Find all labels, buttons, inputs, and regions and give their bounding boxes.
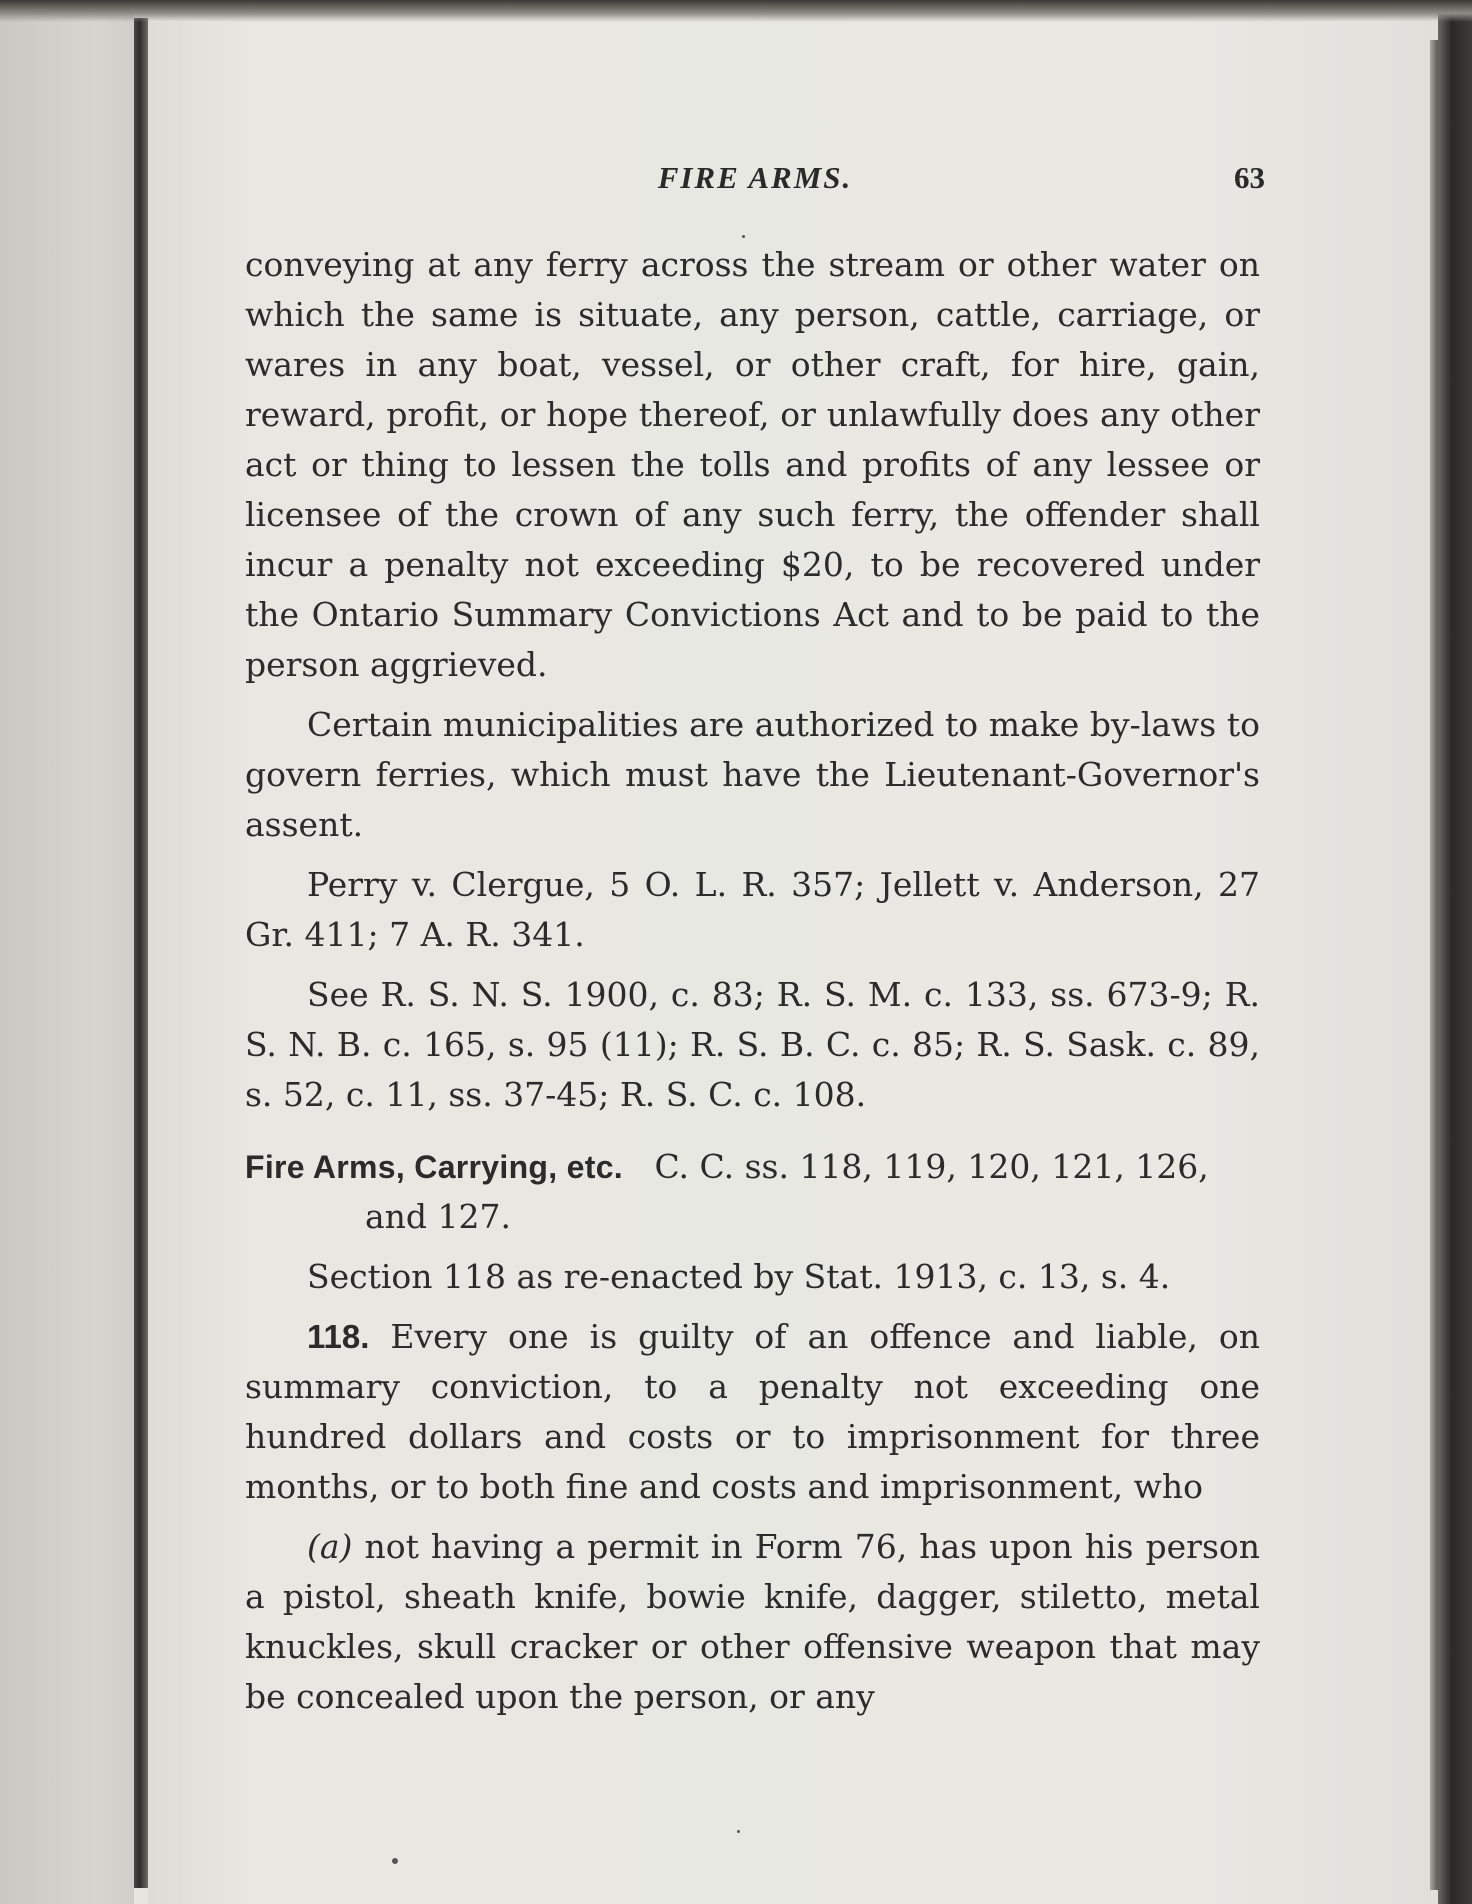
running-title: FIRE ARMS. [657, 160, 853, 195]
clause-label: (a) [307, 1527, 353, 1566]
entry-reference: C. C. ss. 118, 119, 120, 121, 126, and 127. [365, 1147, 1209, 1236]
entry-heading: Fire Arms, Carrying, etc. [245, 1149, 623, 1185]
clause-text: not having a permit in Form 76, has upon his person a pistol, sheath knife, bowie knife, dagger, stiletto, metal knuckles, skull cracker or other offensive weapon that may be concealed upon the person, or any [245, 1527, 1260, 1716]
page-header [245, 160, 1265, 206]
section-note: Section 118 as re-enacted by Stat. 1913, c. 13, s. 4. [307, 1257, 1171, 1296]
clause-a [245, 1522, 1260, 1722]
section-text: Every one is guilty of an offence and liable, on summary conviction, to a penalty not exceeding one hundred dollars and costs or to imprisonment for three months, or to both fine and costs and imprisonment, who [245, 1317, 1260, 1506]
paragraph-case-citations: Perry v. Clergue, 5 O. L. R. 357; Jellett v. Anderson, 27 Gr. 411; 7 A. R. 341. [245, 865, 1260, 954]
paragraph-continuation: conveying at any ferry across the stream or other water on which the same is situate, any person, cattle, carriage, or wares in any boat, vessel, or other craft, for hire, gain, reward, profit, or hope thereof, or unlawfully does any other act or thing to lessen the tolls and profits of any lessee or licensee of the crown of any such ferry, the offender shall incur a penalty not exceeding $20, to be recovered under the Ontario Summary Convictions Act and to be paid to the person aggrieved. [245, 245, 1260, 684]
paragraph-municipalities: Certain municipalities are authorized to make by-laws to govern ferries, which must have the Lieutenant-Governor's assent. [245, 705, 1260, 844]
top-shadow [0, 0, 1472, 22]
facing-page-edge [0, 0, 134, 1904]
print-speck [737, 1830, 740, 1833]
print-speck [392, 1858, 398, 1864]
body-text [245, 240, 1260, 1732]
section-number: 118. [307, 1318, 370, 1355]
binding-gutter [134, 18, 148, 1888]
entry-fire-arms [245, 1142, 1260, 1242]
page-number: 63 [1234, 160, 1265, 195]
book-cover-edge [1438, 0, 1472, 1904]
print-speck [742, 235, 745, 238]
section-118 [245, 1312, 1260, 1512]
page-edge-shadow [1430, 40, 1438, 1890]
paragraph-statute-references: See R. S. N. S. 1900, c. 83; R. S. M. c. 133, ss. 673-9; R. S. N. B. c. 165, s. 95 (11); R. S. B. C. c. 85; R. S. Sask. c. 89, s. 52, c. 11, ss. 37-45; R. S. C. c. 108. [245, 975, 1260, 1114]
